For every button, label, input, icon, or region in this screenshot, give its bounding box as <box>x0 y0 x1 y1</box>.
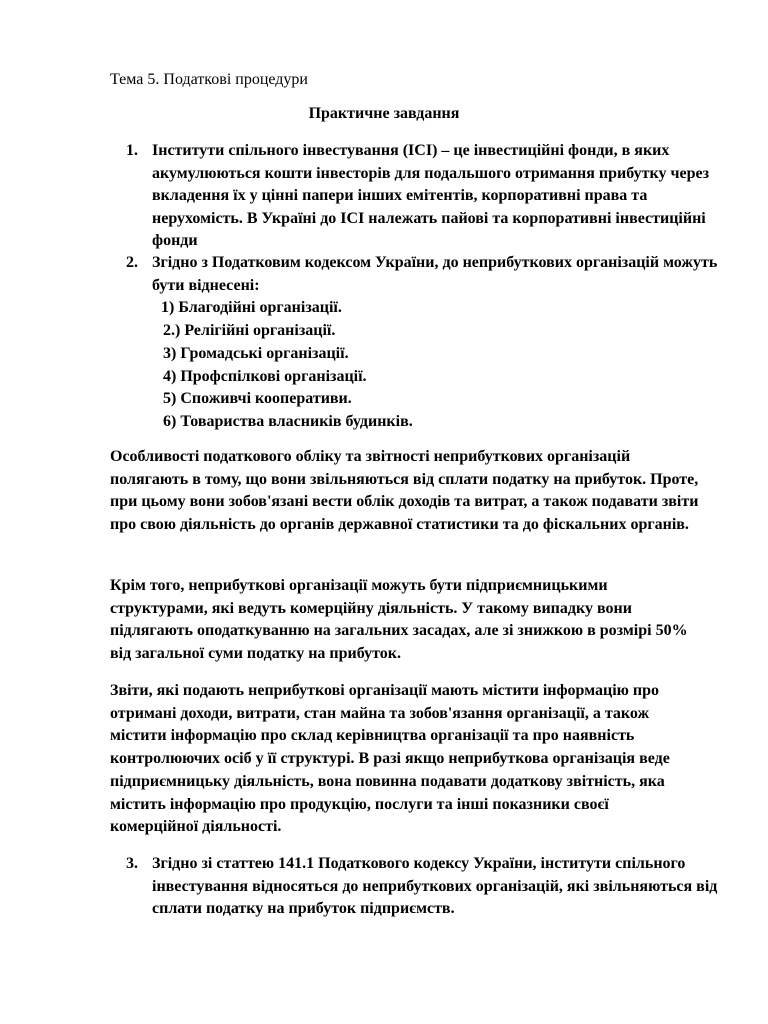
paragraph: Звіти, які подають неприбуткові організації мають містити інформацію про отримані доходи, витрати, стан майна та зобов'язання організації, а також містити інформацію про склад керівництва організації та про наявність контролюючих осіб у її структурі. В разі якщо неприбуткова організація веде підприємницьку діяльність, вона повинна подавати додаткову звітність, яка містить інформацію про продукцію, послуги та інші показники своєї комерційної діяльності. <box>110 682 670 836</box>
paragraph: Крім того, неприбуткові організації можуть бути підприємницькими структурами, які ведуть комерційну діяльність. У такому випадку вони підлягають оподаткуванню на загальних засадах, але зі знижкою в розмірі 50% від загальної суми податку на прибуток. <box>110 577 688 663</box>
paragraph: Особливості податкового обліку та звітності неприбуткових організацій полягають в тому, що вони звільняються від сплати податку на прибуток. Проте, при цьому вони зобов'язані вести облік доходів та витрат, а також подавати звіти про свою діяльність до органів державної статистики та до фіскальних органів. <box>110 448 699 534</box>
list-item <box>126 853 716 923</box>
list-item <box>126 252 716 300</box>
sublist-item: 5) Споживчі кооперативи. <box>163 390 352 407</box>
list-item-text: Згідно зі статтею 141.1 Податкового кодексу України, інститути спільного інвестування відносяться до неприбуткових організацій, які звільняються від сплати податку на прибуток підприємств. <box>152 855 718 917</box>
sublist-item: 2.) Релігійні організації. <box>163 322 336 339</box>
page-title: Практичне завдання <box>308 105 460 122</box>
list-item <box>126 140 716 255</box>
sublist-item: 1) Благодійні організації. <box>161 299 342 316</box>
list-item-number: 3. <box>126 855 138 872</box>
list-item-text: Інститути спільного інвестування (ІСІ) – це інвестиційні фонди, в яких акумулюються кошти інвесторів для подальшого отримання прибутку через вкладення їх у цінні папери інших емітентів, корпоративні права та нерухомість. В Україні до ІСІ належать пайові та корпоративні інвестиційні фонди <box>152 142 710 249</box>
topic-heading: Тема 5. Податкові процедури <box>110 71 308 88</box>
list-item-text: Згідно з Податковим кодексом України, до неприбуткових організацій можуть бути віднесені: <box>152 254 718 294</box>
sublist-item: 3) Громадські організації. <box>163 345 349 362</box>
sublist-item: 4) Профспілкові організації. <box>163 368 367 385</box>
list-item-number: 1. <box>126 142 138 159</box>
sublist-item: 6) Товариства власників будинків. <box>163 413 413 430</box>
list-item-number: 2. <box>126 254 138 271</box>
